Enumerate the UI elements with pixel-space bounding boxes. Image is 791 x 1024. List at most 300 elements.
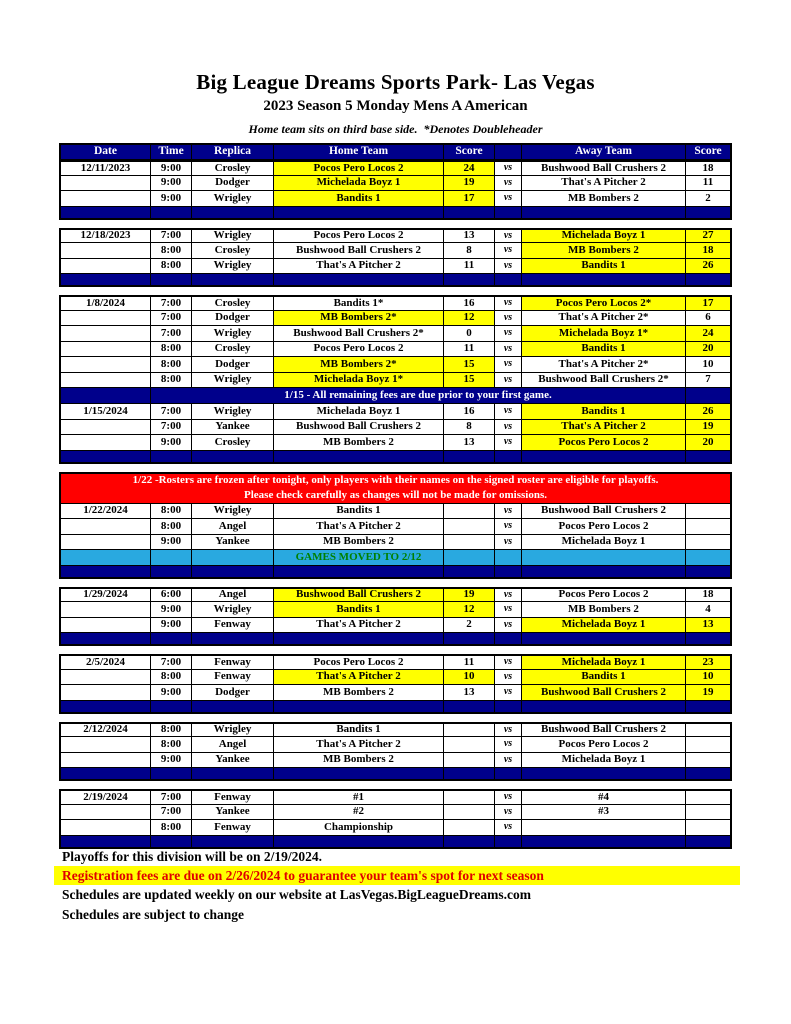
separator-cell	[61, 566, 151, 577]
away-team-cell: Bushwood Ball Crushers 2	[522, 504, 686, 519]
away-score-cell	[686, 791, 730, 804]
home-score-cell: 17	[444, 191, 495, 206]
separator-row	[59, 274, 732, 287]
time-cell: 9:00	[151, 176, 192, 191]
date-cell: 2/12/2024	[61, 724, 151, 737]
home-team-cell: Michelada Boyz 1	[274, 176, 444, 191]
home-score-cell	[444, 820, 495, 835]
fees-notice-text: 1/15 - All remaining fees are due prior to your first game.	[151, 388, 686, 403]
date-cell	[61, 602, 151, 617]
home-score-cell: 15	[444, 373, 495, 388]
header-cell-home-team: Home Team	[274, 145, 444, 159]
replica-cell: Yankee	[192, 805, 274, 820]
separator-cell	[686, 566, 730, 577]
date-cell	[61, 519, 151, 534]
replica-cell: Fenway	[192, 791, 274, 804]
home-score-cell: 2	[444, 618, 495, 633]
separator-cell	[61, 207, 151, 218]
home-team-cell: Bushwood Ball Crushers 2	[274, 243, 444, 258]
separator-cell	[151, 701, 192, 712]
separator-cell	[192, 566, 274, 577]
replica-cell: Yankee	[192, 535, 274, 550]
replica-cell: Yankee	[192, 420, 274, 435]
notice-right-cell	[686, 388, 730, 403]
game-row	[59, 326, 732, 342]
away-team-cell: Bandits 1	[522, 670, 686, 685]
replica-cell: Wrigley	[192, 404, 274, 419]
away-team-cell: That's A Pitcher 2	[522, 176, 686, 191]
time-cell: 9:00	[151, 535, 192, 550]
home-team-cell: That's A Pitcher 2	[274, 259, 444, 274]
date-cell: 1/15/2024	[61, 404, 151, 419]
separator-cell	[686, 633, 730, 644]
home-score-cell: 11	[444, 656, 495, 669]
date-cell	[61, 191, 151, 206]
vs-label: vs	[495, 618, 522, 633]
separator-cell	[444, 633, 495, 644]
home-team-cell: Bandits 1*	[274, 297, 444, 310]
date-cell: 2/5/2024	[61, 656, 151, 669]
vs-label: vs	[495, 311, 522, 326]
game-row	[59, 420, 732, 436]
home-team-cell: Championship	[274, 820, 444, 835]
separator-row	[59, 768, 732, 781]
date-cell	[61, 618, 151, 633]
away-score-cell: 18	[702, 588, 714, 601]
replica-cell: Dodger	[192, 357, 274, 372]
home-score-cell: 11	[444, 342, 495, 357]
home-score-cell: 8	[444, 420, 495, 435]
separator-cell	[274, 207, 444, 218]
header-cell-away-team: Away Team	[522, 145, 686, 159]
vs-label: vs	[495, 297, 522, 310]
vs-label: vs	[495, 805, 522, 820]
date-cell	[61, 243, 151, 258]
time-cell: 8:00	[151, 724, 192, 737]
replica-cell: Crosley	[192, 162, 274, 175]
separator-cell	[495, 836, 522, 847]
vs-label: vs	[495, 176, 522, 191]
time-cell: 8:00	[151, 670, 192, 685]
home-score-cell: 15	[444, 357, 495, 372]
replica-cell: Yankee	[192, 753, 274, 768]
home-score-cell	[444, 753, 495, 768]
separator-cell	[61, 768, 151, 779]
replica-cell: Fenway	[192, 656, 274, 669]
separator-cell	[192, 207, 274, 218]
away-score-cell	[686, 753, 730, 768]
away-score-cell: 20	[686, 342, 730, 357]
separator-cell	[274, 768, 444, 779]
away-team-cell: MB Bombers 2	[522, 602, 686, 617]
time-cell: 7:00	[151, 805, 192, 820]
vs-label: vs	[495, 685, 522, 700]
replica-cell: Wrigley	[192, 602, 274, 617]
away-team-cell: MB Bombers 2	[522, 243, 686, 258]
games-moved-cell	[192, 550, 274, 565]
home-score-cell	[444, 535, 495, 550]
away-score-cell: 27	[686, 230, 730, 243]
time-cell: 8:00	[151, 519, 192, 534]
games-moved-cell	[444, 550, 495, 565]
page-title: Big League Dreams Sports Park- Las Vegas	[196, 70, 595, 94]
vs-label: vs	[495, 420, 522, 435]
time-cell: 9:00	[151, 191, 192, 206]
home-team-cell: MB Bombers 2	[274, 435, 444, 450]
separator-cell	[522, 274, 686, 285]
separator-cell	[274, 701, 444, 712]
replica-cell: Wrigley	[192, 230, 274, 243]
date-cell	[61, 685, 151, 700]
roster-freeze-alert	[59, 472, 732, 504]
schedule-table	[59, 143, 732, 849]
home-score-cell	[444, 805, 495, 820]
time-cell: 7:00	[151, 791, 192, 804]
game-row	[59, 404, 732, 420]
replica-cell: Wrigley	[192, 504, 274, 519]
separator-cell	[686, 768, 730, 779]
away-team-cell: #4	[522, 791, 686, 804]
home-team-cell: That's A Pitcher 2	[274, 519, 444, 534]
game-row	[59, 587, 732, 603]
away-team-cell: Pocos Pero Locos 2	[522, 435, 686, 450]
time-cell: 8:00	[151, 737, 192, 752]
replica-cell: Angel	[192, 737, 274, 752]
home-team-cell: That's A Pitcher 2	[274, 737, 444, 752]
home-score-cell: 13	[444, 435, 495, 450]
home-score-cell: 13	[444, 230, 495, 243]
away-score-cell	[686, 737, 730, 752]
separator-cell	[274, 274, 444, 285]
away-score-cell	[686, 820, 730, 835]
replica-cell: Crosley	[192, 297, 274, 310]
separator-cell	[192, 701, 274, 712]
game-row	[59, 519, 732, 535]
time-cell: 9:00	[151, 685, 192, 700]
separator-row	[59, 451, 732, 464]
separator-cell	[192, 274, 274, 285]
spacer-row	[59, 714, 732, 722]
replica-cell: Wrigley	[192, 373, 274, 388]
separator-cell	[274, 836, 444, 847]
home-score-cell: 16	[444, 297, 495, 310]
game-row	[59, 243, 732, 259]
separator-cell	[151, 451, 192, 462]
home-score-cell: 19	[444, 176, 495, 191]
vs-label: vs	[495, 404, 522, 419]
separator-cell	[495, 274, 522, 285]
footer-website-note: Schedules are updated weekly on our website at LasVegas.BigLeagueDreams.com	[62, 887, 532, 902]
home-team-cell: That's A Pitcher 2	[274, 618, 444, 633]
separator-cell	[444, 768, 495, 779]
game-row	[59, 342, 732, 358]
home-team-cell: MB Bombers 2	[274, 753, 444, 768]
date-cell	[61, 737, 151, 752]
roster-freeze-alert-line: Please check carefully as changes will not be made for omissions.	[244, 489, 547, 501]
time-cell: 7:00	[151, 404, 192, 419]
spacer-row	[59, 781, 732, 789]
away-score-cell	[686, 535, 730, 550]
away-team-cell: Pocos Pero Locos 2	[522, 519, 686, 534]
vs-label: vs	[495, 519, 522, 534]
separator-cell	[444, 274, 495, 285]
home-team-cell: Bandits 1	[274, 191, 444, 206]
away-team-cell: Bushwood Ball Crushers 2*	[522, 373, 686, 388]
game-row	[59, 618, 732, 634]
date-cell: 1/29/2024	[61, 589, 151, 602]
vs-label: vs	[495, 191, 522, 206]
away-team-cell: Michelada Boyz 1	[522, 535, 686, 550]
separator-row	[59, 207, 732, 220]
time-cell: 9:00	[151, 602, 192, 617]
away-team-cell: MB Bombers 2	[522, 191, 686, 206]
separator-cell	[192, 836, 274, 847]
separator-cell	[444, 701, 495, 712]
replica-cell: Wrigley	[192, 259, 274, 274]
games-moved-row	[59, 550, 732, 566]
separator-cell	[522, 836, 686, 847]
time-cell: 9:00	[151, 618, 192, 633]
header-cell-date: Date	[61, 145, 151, 159]
game-row	[59, 789, 732, 805]
time-cell: 7:00	[151, 420, 192, 435]
separator-cell	[495, 633, 522, 644]
home-team-cell: That's A Pitcher 2	[274, 670, 444, 685]
home-score-cell: 0	[444, 326, 495, 341]
date-cell	[61, 342, 151, 357]
away-score-cell: 2	[705, 191, 711, 204]
away-score-cell: 11	[702, 176, 714, 189]
away-team-cell: Michelada Boyz 1	[522, 230, 686, 243]
home-score-cell: 19	[444, 589, 495, 602]
away-score-cell: 7	[705, 373, 711, 386]
away-score-cell: 26	[686, 404, 730, 419]
separator-row	[59, 701, 732, 714]
notice-left-cell	[61, 388, 151, 403]
date-cell	[61, 357, 151, 372]
separator-cell	[444, 836, 495, 847]
separator-cell	[686, 836, 730, 847]
date-cell	[61, 753, 151, 768]
spacer-row	[59, 646, 732, 654]
spacer-row	[59, 579, 732, 587]
game-row	[59, 373, 732, 389]
separator-cell	[444, 566, 495, 577]
away-team-cell: Michelada Boyz 1*	[522, 326, 686, 341]
separator-cell	[495, 451, 522, 462]
header-cell-replica: Replica	[192, 145, 274, 159]
separator-cell	[686, 701, 730, 712]
games-moved-cell	[522, 550, 686, 565]
home-team-cell: #2	[274, 805, 444, 820]
header-cell-away-score: Score	[694, 145, 722, 158]
separator-cell	[444, 207, 495, 218]
separator-cell	[274, 633, 444, 644]
date-cell	[61, 535, 151, 550]
time-cell: 9:00	[151, 162, 192, 175]
header-cell-home-score: Score	[444, 145, 495, 159]
date-cell	[61, 373, 151, 388]
away-team-cell: Michelada Boyz 1	[522, 753, 686, 768]
away-team-cell: Bandits 1	[522, 342, 686, 357]
away-score-cell: 13	[686, 618, 730, 633]
separator-cell	[151, 566, 192, 577]
separator-cell	[522, 768, 686, 779]
away-team-cell: Michelada Boyz 1	[522, 656, 686, 669]
home-team-cell: Pocos Pero Locos 2	[274, 162, 444, 175]
away-team-cell: Bushwood Ball Crushers 2	[522, 162, 686, 175]
separator-cell	[274, 451, 444, 462]
date-cell	[61, 326, 151, 341]
home-team-cell: Bushwood Ball Crushers 2*	[274, 326, 444, 341]
vs-label: vs	[495, 670, 522, 685]
replica-cell: Dodger	[192, 311, 274, 326]
time-cell: 7:00	[151, 297, 192, 310]
away-score-cell: 20	[686, 435, 730, 450]
vs-label: vs	[495, 243, 522, 258]
game-row	[59, 685, 732, 701]
replica-cell: Dodger	[192, 176, 274, 191]
game-row	[59, 435, 732, 451]
date-cell	[61, 420, 151, 435]
separator-row	[59, 566, 732, 579]
replica-cell: Fenway	[192, 618, 274, 633]
separator-cell	[522, 451, 686, 462]
vs-label: vs	[495, 342, 522, 357]
replica-cell: Angel	[192, 519, 274, 534]
away-team-cell: That's A Pitcher 2	[522, 420, 686, 435]
games-moved-cell	[686, 550, 730, 565]
home-team-cell: Bandits 1	[274, 724, 444, 737]
home-team-cell: MB Bombers 2*	[274, 311, 444, 326]
game-row	[59, 228, 732, 244]
game-row	[59, 160, 732, 176]
roster-freeze-alert-line: 1/22 -Rosters are frozen after tonight, only players with their names on the signed roster are eligible for playoffs.	[132, 474, 659, 486]
separator-cell	[495, 207, 522, 218]
table-header-row	[59, 143, 732, 160]
away-team-cell: That's A Pitcher 2*	[522, 311, 686, 326]
vs-label: vs	[495, 326, 522, 341]
date-cell	[61, 805, 151, 820]
separator-cell	[192, 768, 274, 779]
time-cell: 9:00	[151, 753, 192, 768]
spacer-row	[59, 464, 732, 472]
away-score-cell: 18	[686, 243, 730, 258]
header-cell-time: Time	[151, 145, 192, 159]
separator-cell	[61, 633, 151, 644]
replica-cell: Fenway	[192, 820, 274, 835]
game-row	[59, 191, 732, 207]
time-cell: 7:00	[151, 230, 192, 243]
vs-label: vs	[495, 753, 522, 768]
home-score-cell: 8	[444, 243, 495, 258]
date-cell	[61, 176, 151, 191]
home-score-cell: 16	[444, 404, 495, 419]
date-cell	[61, 820, 151, 835]
game-row	[59, 357, 732, 373]
game-row	[59, 504, 732, 520]
separator-cell	[686, 274, 730, 285]
away-score-cell: 24	[686, 326, 730, 341]
replica-cell: Dodger	[192, 685, 274, 700]
game-row	[59, 722, 732, 738]
date-cell: 1/8/2024	[61, 297, 151, 310]
home-score-cell	[444, 724, 495, 737]
time-cell: 8:00	[151, 504, 192, 519]
games-moved-cell	[151, 550, 192, 565]
date-cell	[61, 259, 151, 274]
replica-cell: Angel	[192, 589, 274, 602]
game-row	[59, 805, 732, 821]
away-score-cell: 4	[705, 602, 711, 615]
away-score-cell: 19	[686, 685, 730, 700]
spacer-row	[59, 287, 732, 295]
game-row	[59, 535, 732, 551]
game-row	[59, 259, 732, 275]
away-team-cell: That's A Pitcher 2*	[522, 357, 686, 372]
game-row	[59, 602, 732, 618]
time-cell: 7:00	[151, 656, 192, 669]
away-team-cell: Pocos Pero Locos 2	[522, 589, 686, 602]
replica-cell: Crosley	[192, 243, 274, 258]
separator-cell	[151, 633, 192, 644]
away-score-cell	[686, 519, 730, 534]
footer-subject-to-change-note: Schedules are subject to change	[62, 907, 244, 922]
replica-cell: Fenway	[192, 670, 274, 685]
time-cell: 8:00	[151, 820, 192, 835]
vs-label: vs	[495, 737, 522, 752]
game-row	[59, 737, 732, 753]
page-subtitle: 2023 Season 5 Monday Mens A American	[263, 98, 528, 114]
home-score-cell	[444, 504, 495, 519]
away-score-cell	[686, 724, 730, 737]
game-row	[59, 670, 732, 686]
time-cell: 8:00	[151, 259, 192, 274]
date-cell	[61, 435, 151, 450]
vs-label: vs	[495, 791, 522, 804]
separator-cell	[61, 451, 151, 462]
vs-label: vs	[495, 230, 522, 243]
date-cell: 2/19/2024	[61, 791, 151, 804]
separator-cell	[61, 701, 151, 712]
home-score-cell: 11	[444, 259, 495, 274]
away-team-cell: Bushwood Ball Crushers 2	[522, 724, 686, 737]
game-row	[59, 311, 732, 327]
vs-label: vs	[495, 259, 522, 274]
date-cell	[61, 670, 151, 685]
away-score-cell: 23	[686, 656, 730, 669]
away-score-cell	[686, 805, 730, 820]
separator-cell	[686, 451, 730, 462]
separator-cell	[444, 451, 495, 462]
separator-cell	[151, 836, 192, 847]
vs-label: vs	[495, 589, 522, 602]
replica-cell: Wrigley	[192, 326, 274, 341]
separator-cell	[274, 566, 444, 577]
date-cell: 1/22/2024	[61, 504, 151, 519]
game-row	[59, 753, 732, 769]
games-moved-text: GAMES MOVED TO 2/12	[274, 550, 444, 565]
separator-cell	[522, 633, 686, 644]
home-team-cell: Bushwood Ball Crushers 2	[274, 420, 444, 435]
away-team-cell: Pocos Pero Locos 2	[522, 737, 686, 752]
vs-label: vs	[495, 504, 522, 519]
vs-label: vs	[495, 357, 522, 372]
replica-cell: Crosley	[192, 342, 274, 357]
date-cell	[61, 311, 151, 326]
replica-cell: Crosley	[192, 435, 274, 450]
time-cell: 8:00	[151, 357, 192, 372]
